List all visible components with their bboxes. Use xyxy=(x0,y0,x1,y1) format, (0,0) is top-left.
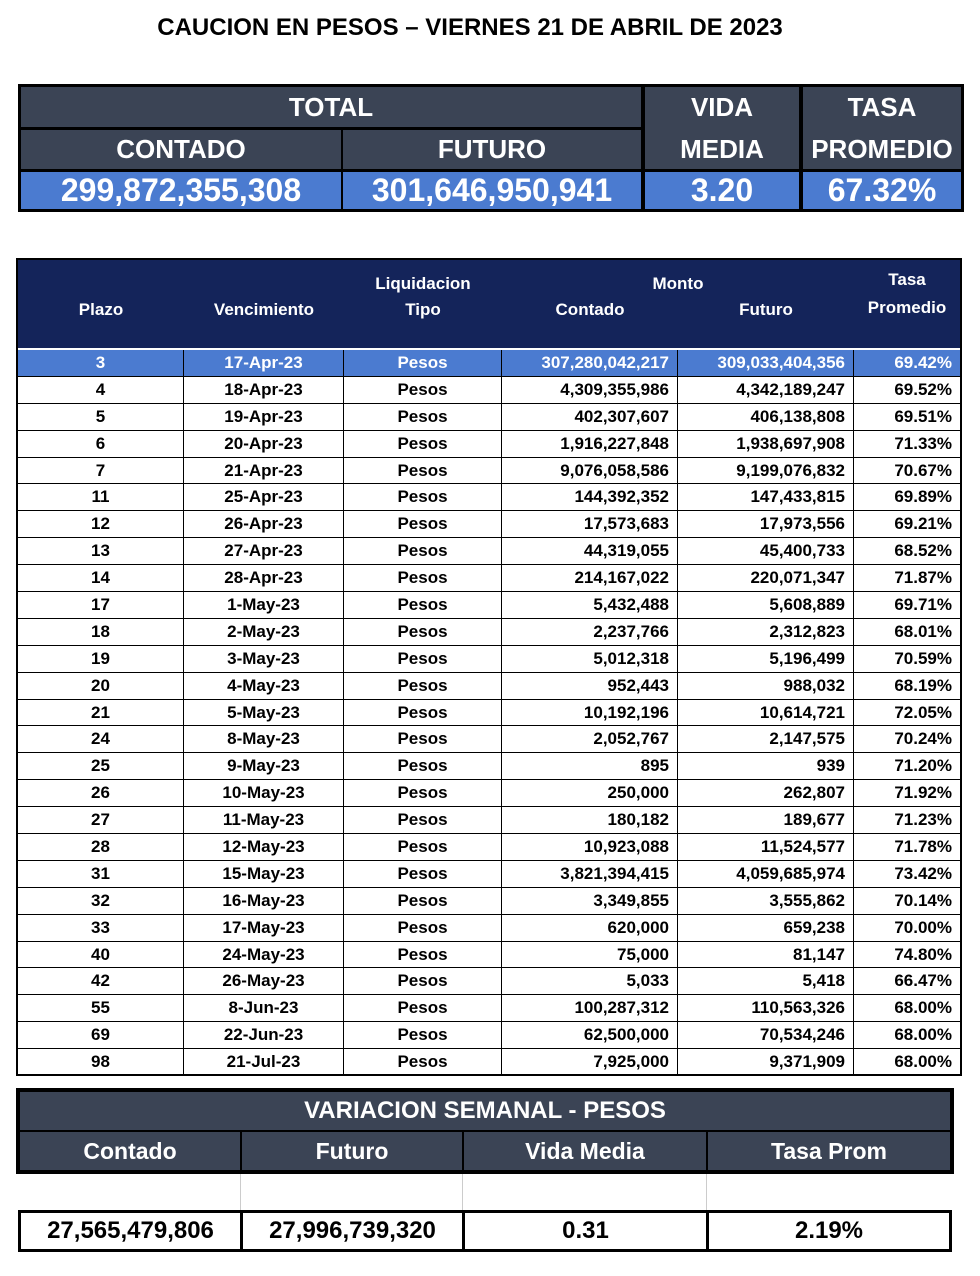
cell-futuro: 11,524,577 xyxy=(678,834,854,860)
cell-vencimiento: 1-May-23 xyxy=(184,592,344,618)
cell-vencimiento: 10-May-23 xyxy=(184,780,344,806)
tasa-header-line1: TASA xyxy=(847,92,917,122)
total-header: TOTAL xyxy=(21,87,641,127)
vida-media-value: 3.20 xyxy=(645,171,799,209)
contado-header: CONTADO xyxy=(21,129,341,169)
cell-plazo: 27 xyxy=(18,807,184,833)
cell-tasa: 69.42% xyxy=(894,352,952,372)
weekly-futuro-header: Futuro xyxy=(315,1137,389,1164)
cell-plazo: 18 xyxy=(18,619,184,645)
table-row xyxy=(18,834,960,861)
table-row xyxy=(18,995,960,1022)
cell-contado: 952,443 xyxy=(502,673,678,699)
cell-futuro: 9,371,909 xyxy=(678,1049,854,1075)
cell-vencimiento: 9-May-23 xyxy=(184,753,344,779)
cell-tipo: Pesos xyxy=(344,565,502,591)
cell-tipo: Pesos xyxy=(344,350,502,376)
cell-tipo: Pesos xyxy=(344,753,502,779)
cell-tipo: Pesos xyxy=(344,888,502,914)
cell-futuro: 4,342,189,247 xyxy=(678,377,854,403)
table-row xyxy=(18,431,960,458)
cell-tipo: Pesos xyxy=(344,915,502,941)
cell-futuro: 262,807 xyxy=(678,780,854,806)
cell-tipo: Pesos xyxy=(344,458,502,484)
cell-tipo: Pesos xyxy=(344,592,502,618)
cell-futuro: 220,071,347 xyxy=(678,565,854,591)
cell-tipo: Pesos xyxy=(344,834,502,860)
cell-vencimiento: 3-May-23 xyxy=(184,646,344,672)
cell-tasa: 71.92% xyxy=(894,783,952,803)
cell-contado: 4,309,355,986 xyxy=(502,377,678,403)
cell-vencimiento: 19-Apr-23 xyxy=(184,404,344,430)
cell-vencimiento: 8-May-23 xyxy=(184,726,344,752)
cell-tasa: 71.78% xyxy=(894,836,952,856)
futuro-header: FUTURO xyxy=(343,129,641,169)
cell-tasa: 70.67% xyxy=(894,460,952,480)
cell-futuro: 988,032 xyxy=(678,673,854,699)
table-row xyxy=(18,377,960,404)
cell-tipo: Pesos xyxy=(344,861,502,887)
divider xyxy=(240,1132,242,1170)
cell-tipo: Pesos xyxy=(344,673,502,699)
cell-tasa: 69.89% xyxy=(894,487,952,507)
cell-plazo: 14 xyxy=(18,565,184,591)
cell-plazo: 4 xyxy=(18,377,184,403)
cell-tasa: 68.01% xyxy=(894,621,952,641)
cell-contado: 5,012,318 xyxy=(502,646,678,672)
cell-tipo: Pesos xyxy=(344,484,502,510)
cell-tipo: Pesos xyxy=(344,404,502,430)
cell-futuro: 2,312,823 xyxy=(678,619,854,645)
cell-futuro: 1,938,697,908 xyxy=(678,431,854,457)
cell-plazo: 24 xyxy=(18,726,184,752)
table-row xyxy=(18,888,960,915)
divider xyxy=(462,1174,463,1210)
cell-plazo: 32 xyxy=(18,888,184,914)
cell-futuro: 939 xyxy=(678,753,854,779)
table-row xyxy=(18,619,960,646)
cell-contado: 250,000 xyxy=(502,780,678,806)
cell-contado: 62,500,000 xyxy=(502,1022,678,1048)
cell-tasa: 70.00% xyxy=(894,917,952,937)
weekly-empty-row xyxy=(16,1174,954,1210)
table-row xyxy=(18,458,960,485)
tasa-promedio-header xyxy=(803,87,961,169)
cell-vencimiento: 16-May-23 xyxy=(184,888,344,914)
cell-tipo: Pesos xyxy=(344,1022,502,1048)
weekly-title: VARIACION SEMANAL - PESOS xyxy=(304,1097,666,1124)
cell-contado: 144,392,352 xyxy=(502,484,678,510)
cell-contado: 402,307,607 xyxy=(502,404,678,430)
cell-contado: 7,925,000 xyxy=(502,1049,678,1075)
vida-media-header xyxy=(645,87,799,169)
table-row xyxy=(18,350,960,377)
divider xyxy=(706,1174,707,1210)
cell-futuro: 81,147 xyxy=(678,942,854,968)
table-row xyxy=(18,942,960,969)
cell-tipo: Pesos xyxy=(344,619,502,645)
page-title: CAUCION EN PESOS – VIERNES 21 DE ABRIL DE 2023 xyxy=(157,14,783,41)
table-row xyxy=(18,700,960,727)
cell-tasa: 73.42% xyxy=(894,863,952,883)
cell-plazo: 26 xyxy=(18,780,184,806)
cell-futuro: 2,147,575 xyxy=(678,726,854,752)
col-contado-header: Contado xyxy=(555,300,625,319)
cell-tasa: 66.47% xyxy=(894,971,952,991)
cell-contado: 2,052,767 xyxy=(502,726,678,752)
cell-futuro: 10,614,721 xyxy=(678,700,854,726)
vida-media-header-line2: MEDIA xyxy=(680,134,764,164)
table-row xyxy=(18,753,960,780)
cell-vencimiento: 11-May-23 xyxy=(184,807,344,833)
cell-vencimiento: 21-Apr-23 xyxy=(184,458,344,484)
cell-contado: 10,192,196 xyxy=(502,700,678,726)
table-row xyxy=(18,968,960,995)
cell-contado: 5,432,488 xyxy=(502,592,678,618)
cell-plazo: 20 xyxy=(18,673,184,699)
table-row xyxy=(18,484,960,511)
cell-vencimiento: 26-May-23 xyxy=(184,968,344,994)
table-row xyxy=(18,511,960,538)
cell-plazo: 98 xyxy=(18,1049,184,1075)
tasa-promedio-value: 67.32% xyxy=(803,171,961,209)
weekly-tasa-value: 2.19% xyxy=(794,1217,864,1244)
col-liquidacion-header: Liquidacion xyxy=(375,274,471,293)
cell-contado: 9,076,058,586 xyxy=(502,458,678,484)
cell-futuro: 147,433,815 xyxy=(678,484,854,510)
cell-vencimiento: 4-May-23 xyxy=(184,673,344,699)
weekly-variation-table xyxy=(16,1088,954,1174)
table-row xyxy=(18,1022,960,1049)
cell-tipo: Pesos xyxy=(344,726,502,752)
cell-tipo: Pesos xyxy=(344,538,502,564)
cell-contado: 895 xyxy=(502,753,678,779)
divider xyxy=(21,127,641,130)
cell-tipo: Pesos xyxy=(344,968,502,994)
cell-contado: 5,033 xyxy=(502,968,678,994)
summary-table xyxy=(18,84,964,212)
contado-total-value: 299,872,355,308 xyxy=(21,171,341,209)
cell-plazo: 11 xyxy=(18,484,184,510)
cell-vencimiento: 21-Jul-23 xyxy=(184,1049,344,1075)
cell-futuro: 3,555,862 xyxy=(678,888,854,914)
cell-vencimiento: 28-Apr-23 xyxy=(184,565,344,591)
cell-tipo: Pesos xyxy=(344,1049,502,1075)
cell-tasa: 68.19% xyxy=(894,675,952,695)
cell-tasa: 72.05% xyxy=(894,702,952,722)
cell-tasa: 68.00% xyxy=(894,1052,952,1072)
cell-vencimiento: 8-Jun-23 xyxy=(184,995,344,1021)
cell-tasa: 70.14% xyxy=(894,890,952,910)
cell-tipo: Pesos xyxy=(344,942,502,968)
cell-vencimiento: 26-Apr-23 xyxy=(184,511,344,537)
divider xyxy=(706,1132,708,1170)
cell-tasa: 69.51% xyxy=(894,406,952,426)
cell-contado: 214,167,022 xyxy=(502,565,678,591)
cell-plazo: 17 xyxy=(18,592,184,618)
cell-contado: 3,349,855 xyxy=(502,888,678,914)
cell-plazo: 28 xyxy=(18,834,184,860)
cell-futuro: 309,033,404,356 xyxy=(678,350,854,376)
col-monto-header: Monto xyxy=(652,274,704,293)
divider xyxy=(641,87,645,209)
cell-vencimiento: 25-Apr-23 xyxy=(184,484,344,510)
cell-plazo: 6 xyxy=(18,431,184,457)
cell-vencimiento: 2-May-23 xyxy=(184,619,344,645)
cell-futuro: 9,199,076,832 xyxy=(678,458,854,484)
cell-vencimiento: 17-May-23 xyxy=(184,915,344,941)
table-row xyxy=(18,861,960,888)
divider xyxy=(341,127,343,209)
cell-futuro: 45,400,733 xyxy=(678,538,854,564)
table-row xyxy=(18,673,960,700)
table-row xyxy=(18,538,960,565)
weekly-tasa-header: Tasa Prom xyxy=(771,1137,887,1164)
cell-contado: 620,000 xyxy=(502,915,678,941)
cell-tasa: 70.24% xyxy=(894,729,952,749)
futuro-total-value: 301,646,950,941 xyxy=(343,171,641,209)
divider xyxy=(240,1174,241,1210)
cell-vencimiento: 5-May-23 xyxy=(184,700,344,726)
col-vencimiento-header: Vencimiento xyxy=(213,300,315,319)
cell-futuro: 5,196,499 xyxy=(678,646,854,672)
cell-contado: 10,923,088 xyxy=(502,834,678,860)
cell-vencimiento: 17-Apr-23 xyxy=(184,350,344,376)
col-promedio-header: Promedio xyxy=(867,298,947,317)
col-futuro-header: Futuro xyxy=(739,300,793,319)
cell-contado: 3,821,394,415 xyxy=(502,861,678,887)
cell-vencimiento: 18-Apr-23 xyxy=(184,377,344,403)
cell-plazo: 5 xyxy=(18,404,184,430)
cell-vencimiento: 24-May-23 xyxy=(184,942,344,968)
cell-vencimiento: 15-May-23 xyxy=(184,861,344,887)
cell-contado: 75,000 xyxy=(502,942,678,968)
cell-tasa: 69.71% xyxy=(894,594,952,614)
plazos-table xyxy=(16,258,962,1076)
cell-tasa: 71.33% xyxy=(894,433,952,453)
cell-plazo: 25 xyxy=(18,753,184,779)
cell-tipo: Pesos xyxy=(344,646,502,672)
cell-futuro: 406,138,808 xyxy=(678,404,854,430)
cell-plazo: 21 xyxy=(18,700,184,726)
divider xyxy=(21,169,961,172)
cell-tasa: 68.00% xyxy=(894,998,952,1018)
table-row xyxy=(18,915,960,942)
cell-contado: 1,916,227,848 xyxy=(502,431,678,457)
weekly-contado-value: 27,565,479,806 xyxy=(21,1213,243,1249)
cell-futuro: 110,563,326 xyxy=(678,995,854,1021)
weekly-values-row xyxy=(18,1210,952,1252)
cell-tasa: 68.00% xyxy=(894,1025,952,1045)
table-header xyxy=(18,260,960,348)
cell-tipo: Pesos xyxy=(344,431,502,457)
cell-vencimiento: 20-Apr-23 xyxy=(184,431,344,457)
cell-futuro: 4,059,685,974 xyxy=(678,861,854,887)
table-body xyxy=(18,350,960,1076)
cell-plazo: 55 xyxy=(18,995,184,1021)
cell-futuro: 5,608,889 xyxy=(678,592,854,618)
weekly-vida-media-value: 0.31 xyxy=(465,1213,709,1249)
cell-plazo: 42 xyxy=(18,968,184,994)
cell-tipo: Pesos xyxy=(344,807,502,833)
cell-plazo: 31 xyxy=(18,861,184,887)
cell-futuro: 189,677 xyxy=(678,807,854,833)
cell-contado: 17,573,683 xyxy=(502,511,678,537)
cell-contado: 180,182 xyxy=(502,807,678,833)
cell-plazo: 19 xyxy=(18,646,184,672)
divider xyxy=(462,1132,464,1170)
table-row xyxy=(18,646,960,673)
cell-futuro: 17,973,556 xyxy=(678,511,854,537)
col-tasa-header: Tasa xyxy=(888,270,926,289)
cell-tasa: 71.23% xyxy=(894,810,952,830)
cell-contado: 44,319,055 xyxy=(502,538,678,564)
cell-vencimiento: 22-Jun-23 xyxy=(184,1022,344,1048)
cell-vencimiento: 27-Apr-23 xyxy=(184,538,344,564)
cell-tipo: Pesos xyxy=(344,995,502,1021)
cell-tipo: Pesos xyxy=(344,700,502,726)
cell-plazo: 12 xyxy=(18,511,184,537)
cell-contado: 100,287,312 xyxy=(502,995,678,1021)
cell-futuro: 70,534,246 xyxy=(678,1022,854,1048)
cell-plazo: 7 xyxy=(18,458,184,484)
weekly-contado-header: Contado xyxy=(83,1137,177,1164)
cell-tipo: Pesos xyxy=(344,780,502,806)
cell-contado: 2,237,766 xyxy=(502,619,678,645)
cell-plazo: 33 xyxy=(18,915,184,941)
col-plazo-header: Plazo xyxy=(78,300,124,319)
weekly-futuro-value: 27,996,739,320 xyxy=(243,1213,465,1249)
cell-tipo: Pesos xyxy=(344,511,502,537)
cell-tasa: 70.59% xyxy=(894,648,952,668)
cell-plazo: 69 xyxy=(18,1022,184,1048)
divider xyxy=(799,87,803,209)
table-row xyxy=(18,565,960,592)
cell-vencimiento: 12-May-23 xyxy=(184,834,344,860)
table-row xyxy=(18,780,960,807)
table-row xyxy=(18,592,960,619)
tasa-header-line2: PROMEDIO xyxy=(811,134,953,164)
cell-tasa: 68.52% xyxy=(894,541,952,561)
cell-tasa: 69.52% xyxy=(894,379,952,399)
cell-futuro: 659,238 xyxy=(678,915,854,941)
table-row xyxy=(18,404,960,431)
cell-plazo: 40 xyxy=(18,942,184,968)
vida-media-header-line1: VIDA xyxy=(690,92,754,122)
cell-tipo: Pesos xyxy=(344,377,502,403)
cell-tasa: 71.20% xyxy=(894,756,952,776)
cell-plazo: 13 xyxy=(18,538,184,564)
table-row xyxy=(18,726,960,753)
cell-tasa: 74.80% xyxy=(894,944,952,964)
cell-contado: 307,280,042,217 xyxy=(502,350,678,376)
table-row xyxy=(18,807,960,834)
col-tipo-header: Tipo xyxy=(405,300,441,319)
cell-futuro: 5,418 xyxy=(678,968,854,994)
weekly-vida-media-header: Vida Media xyxy=(525,1137,645,1164)
table-row xyxy=(18,1049,960,1076)
cell-plazo: 3 xyxy=(18,350,184,376)
cell-tasa: 71.87% xyxy=(894,568,952,588)
cell-tasa: 69.21% xyxy=(894,514,952,534)
